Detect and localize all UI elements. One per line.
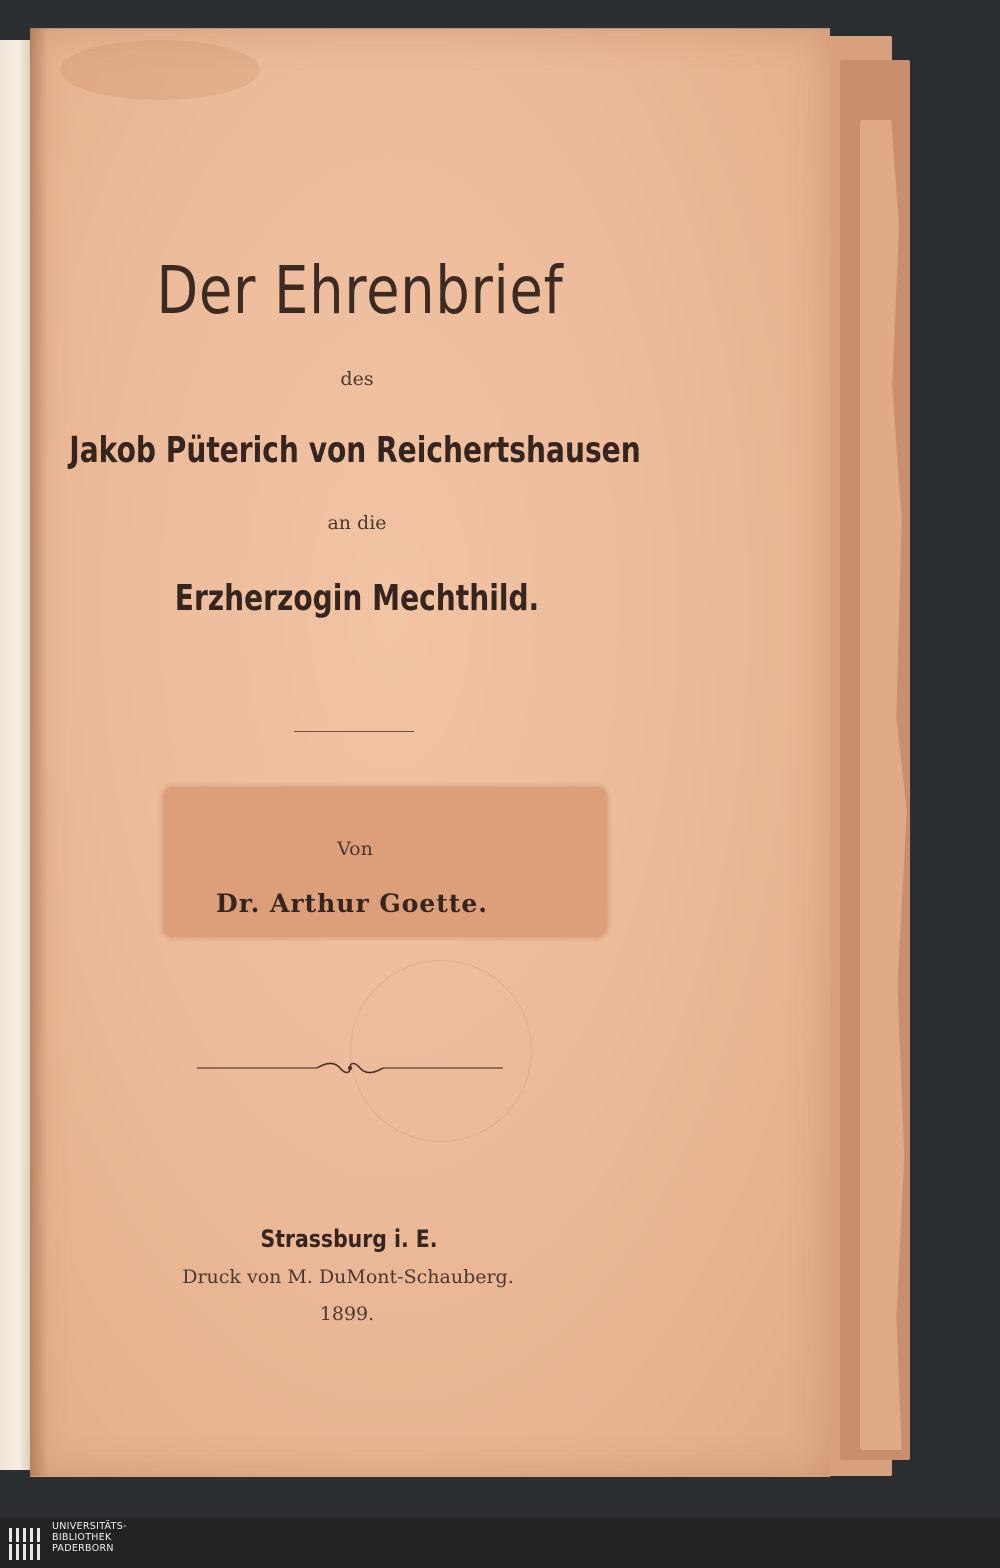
title-connector-des: des bbox=[340, 368, 374, 390]
gutter-shadow bbox=[30, 28, 48, 1476]
logo-line: UNIVERSITÄTS- bbox=[52, 1521, 127, 1532]
imprint-place: Strassburg i. E. bbox=[260, 1225, 438, 1253]
recipient-name: Erzherzogin Mechthild. bbox=[174, 578, 540, 619]
imprint-year: 1899. bbox=[319, 1303, 375, 1325]
title-page bbox=[30, 28, 830, 1477]
author-name: Dr. Arthur Goette. bbox=[216, 889, 488, 918]
title-divider-rule bbox=[294, 731, 414, 732]
imprint-printer: Druck von M. DuMont-Schauberg. bbox=[182, 1266, 514, 1288]
author-intro: Von bbox=[337, 838, 373, 860]
subject-name: Jakob Püterich von Reichertshausen bbox=[69, 430, 641, 471]
logo-line: PADERBORN bbox=[52, 1543, 114, 1554]
library-footer-bar bbox=[0, 1518, 1000, 1568]
facing-page-edge bbox=[0, 40, 34, 1470]
title-connector-an-die: an die bbox=[327, 512, 387, 534]
library-logo-text bbox=[52, 1521, 127, 1554]
book-title: Der Ehrenbrief bbox=[156, 252, 564, 329]
library-logo-icon bbox=[6, 1522, 46, 1564]
ornament-divider bbox=[197, 1058, 503, 1078]
logo-line: BIBLIOTHEK bbox=[52, 1532, 112, 1543]
